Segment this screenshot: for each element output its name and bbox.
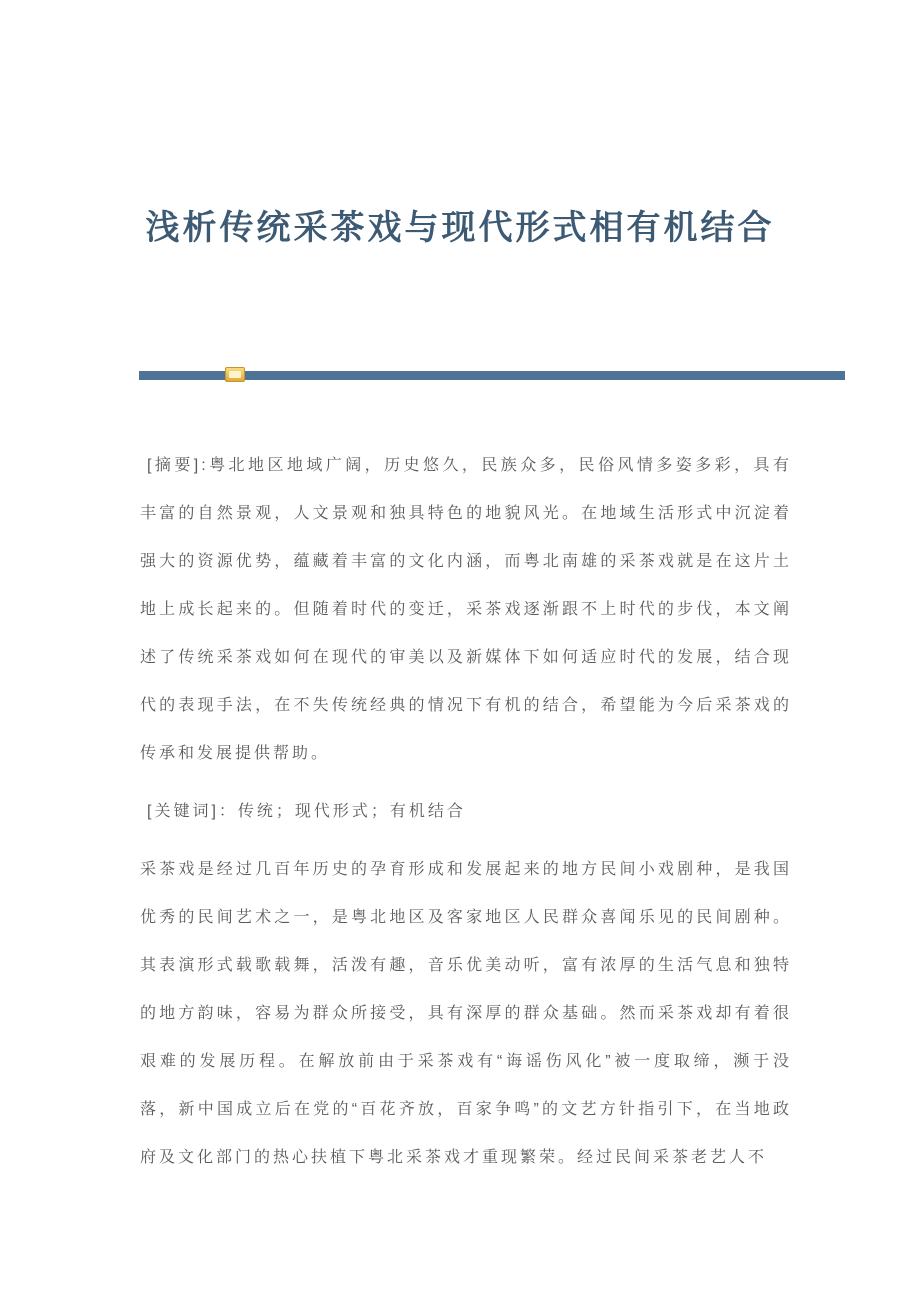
document-body <box>140 442 792 1192</box>
title-divider-bar <box>139 371 845 380</box>
keywords-paragraph: [关键词]：传统；现代形式；有机结合 <box>147 803 466 820</box>
document-title: 浅析传统采茶戏与现代形式相有机结合 <box>145 209 775 247</box>
abstract-paragraph: [摘要]:粤北地区地域广阔，历史悠久，民族众多，民俗风情多姿多彩，具有丰富的自然景观，人文景观和独具特色的地貌风光。在地域生活形式中沉淀着强大的资源优势，蕴藏着丰富的文化内涵，而粤北南雄的采茶戏就是在这片土地上成长起来的。但随着时代的变迁，采茶戏逐渐跟不上时代的步伐，本文阐述了传统采茶戏如何在现代的审美以及新媒体下如何适应时代的发展，结合现代的表现手法，在不失传统经典的情况下有机的结合，希望能为今后采茶戏的传承和发展提供帮助。 <box>140 457 792 762</box>
body-paragraph: 采茶戏是经过几百年历史的孕育形成和发展起来的地方民间小戏剧种，是我国优秀的民间艺术之一，是粤北地区及客家地区人民群众喜闻乐见的民间剧种。其表演形式载歌载舞，活泼有趣，音乐优美动听，富有浓厚的生活气息和独特的地方韵味，容易为群众所接受，具有深厚的群众基础。然而采茶戏却有着很艰难的发展历程。在解放前由于采茶戏有“诲谣伤风化”被一度取缔，濒于没落，新中国成立后在党的“百花齐放，百家争鸣”的文艺方针指引下，在当地政府及文化部门的热心扶植下粤北采茶戏才重现繁荣。经过民间采茶老艺人不 <box>140 861 792 1166</box>
picture-icon <box>225 367 245 382</box>
